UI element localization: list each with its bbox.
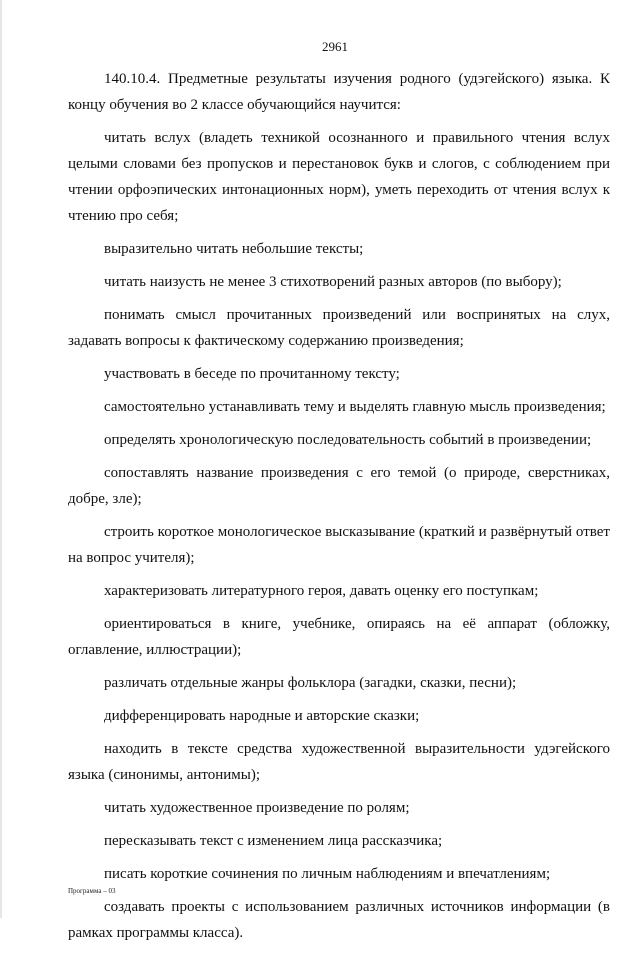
document-body (68, 66, 610, 953)
list-item: писать короткие сочинения по личным наблюдениям и впечатлениям; (104, 866, 551, 882)
list-item: читать наизусть не менее 3 стихотворений разных авторов (по выбору); (104, 274, 562, 290)
list-item: дифференцировать народные и авторские сказки; (104, 708, 420, 724)
list-item: выразительно читать небольшие тексты; (104, 241, 364, 257)
list-item: различать отдельные жанры фольклора (загадки, сказки, песни); (104, 675, 517, 691)
list-item: находить в тексте средства художественной выразительности удэгейского языка (синонимы, антонимы); (68, 741, 610, 783)
footer-label: Программа – 03 (68, 887, 116, 895)
list-item: создавать проекты с использованием различных источников информации (в рамках программы класса). (68, 899, 610, 941)
list-item: участвовать в беседе по прочитанному тексту; (104, 366, 400, 382)
list-item: строить короткое монологическое высказывание (краткий и развёрнутый ответ на вопрос учителя); (68, 524, 610, 566)
list-item: понимать смысл прочитанных произведений или воспринятых на слух, задавать вопросы к фактическому содержанию произведения; (68, 307, 610, 349)
list-item: сопоставлять название произведения с его темой (о природе, сверстниках, добре, зле); (68, 465, 610, 507)
scan-edge (0, 0, 2, 918)
list-item: читать вслух (владеть техникой осознанного и правильного чтения вслух целыми словами без пропусков и перестановок букв и слогов, с соблюдением при чтении орфоэпических интонационных норм), уметь переходить от чтения вслух к чтению про себя; (68, 130, 610, 224)
list-item: ориентироваться в книге, учебнике, опираясь на её аппарат (обложку, оглавление, иллюстрации); (68, 616, 610, 658)
section-heading: 140.10.4. Предметные результаты изучения родного (удэгейского) языка. К концу обучения во 2 классе обучающийся научится: (68, 71, 610, 113)
list-item: пересказывать текст с изменением лица рассказчика; (104, 833, 443, 849)
list-item: характеризовать литературного героя, давать оценку его поступкам; (104, 583, 539, 599)
list-item: читать художественное произведение по ролям; (104, 800, 410, 816)
list-item: самостоятельно устанавливать тему и выделять главную мысль произведения; (104, 399, 606, 415)
list-item: определять хронологическую последовательность событий в произведении; (104, 432, 592, 448)
page-number: 2961 (322, 39, 348, 54)
